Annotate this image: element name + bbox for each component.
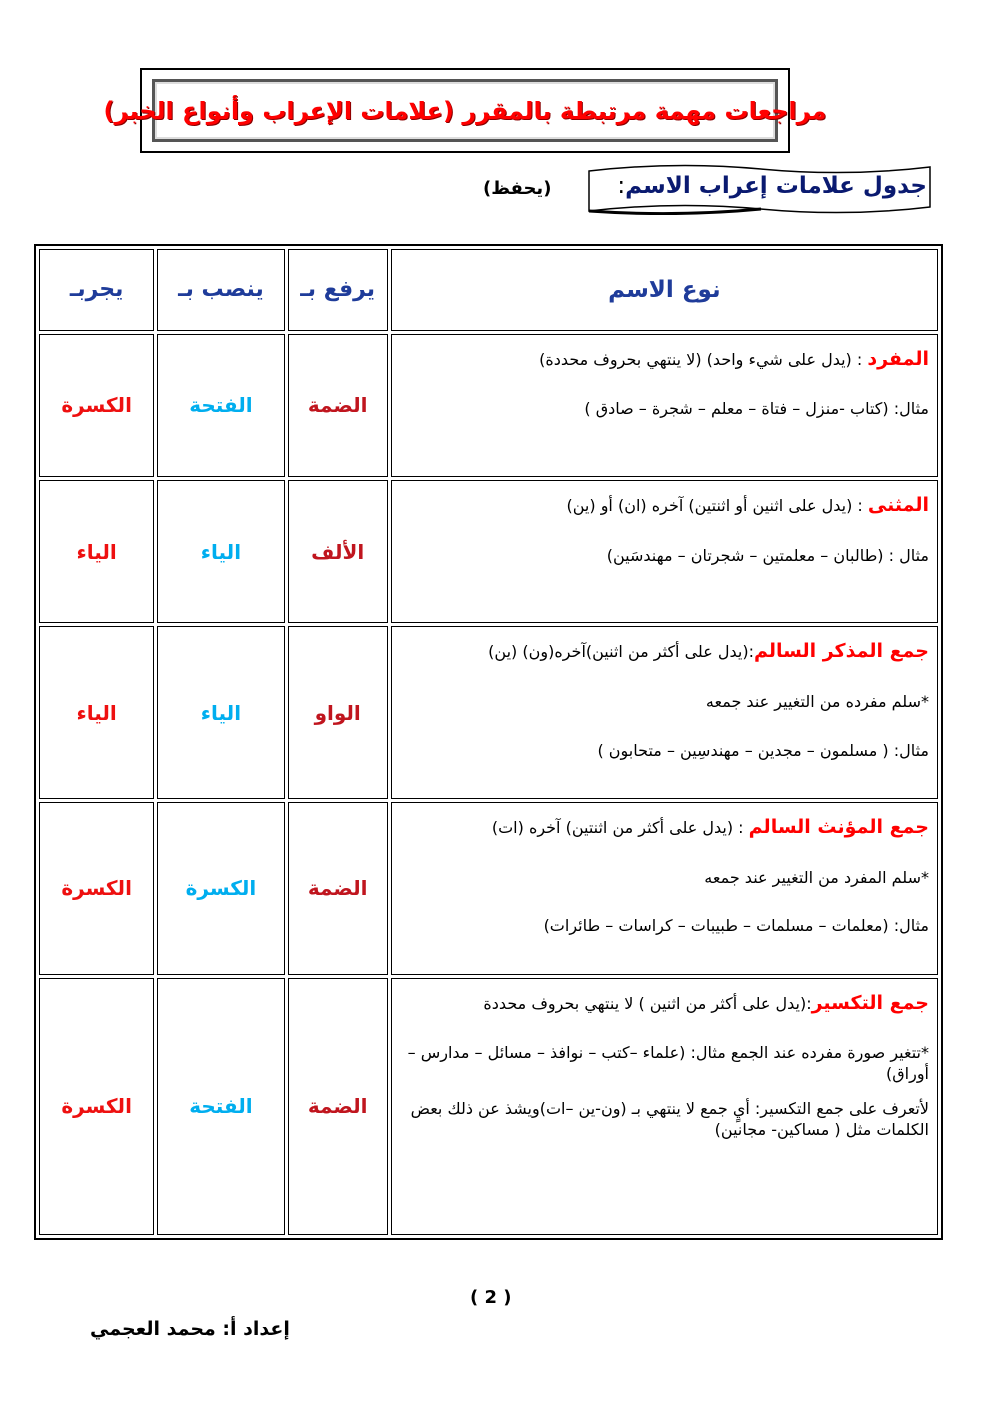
section-heading: جدول علامات إعراب الاسم bbox=[625, 173, 927, 199]
jarr-mark: الكسرة bbox=[39, 802, 154, 975]
jarr-mark: الياء bbox=[39, 480, 154, 623]
table-row bbox=[39, 626, 938, 799]
noun-term: المثنى bbox=[867, 494, 929, 517]
page-title: مراجعات مهمة مرتبطة بالمقرر (علامات الإعراب وأنواع الخبر) bbox=[103, 96, 827, 125]
rule-line: *تتغير صورة مفرده عند الجمع مثال: (علماء –كتب – نوافذ – مسائل – مدارس – أوراق) bbox=[407, 1043, 929, 1084]
section-banner bbox=[586, 163, 933, 215]
rule-line: *سلم مفرده من التغيير عند جمعه bbox=[705, 692, 929, 712]
description-line bbox=[402, 347, 929, 372]
raf-mark: الألف bbox=[288, 480, 388, 623]
description-line bbox=[402, 493, 929, 518]
description-line bbox=[402, 639, 929, 664]
nasb-mark: الفتحة bbox=[157, 978, 284, 1235]
title-frame bbox=[103, 68, 827, 153]
nasb-mark: الياء bbox=[157, 626, 284, 799]
inflection-table bbox=[34, 244, 943, 1240]
nasb-mark: الفتحة bbox=[157, 334, 284, 477]
noun-term: جمع التكسير bbox=[811, 991, 929, 1014]
noun-term: جمع المذكر السالم bbox=[753, 640, 929, 663]
example-line: مثال: ( مسلمون – مجدين – مهندسِين – متحابون ) bbox=[597, 740, 929, 760]
description-line bbox=[402, 991, 929, 1016]
description-line bbox=[402, 815, 929, 840]
noun-description bbox=[391, 480, 938, 623]
header-noun-type: نوع الاسم bbox=[391, 249, 938, 331]
noun-description bbox=[391, 978, 938, 1235]
noun-description bbox=[391, 626, 938, 799]
table-row bbox=[39, 480, 938, 623]
page-number: ( 2 ) bbox=[470, 1287, 512, 1308]
author-credit: إعداد أ: محمد العجمي bbox=[90, 1318, 290, 1340]
nasb-mark: الكسرة bbox=[157, 802, 284, 975]
noun-description bbox=[391, 334, 938, 477]
header-nasb: ينصب بـ bbox=[157, 249, 284, 331]
table-row bbox=[39, 334, 938, 477]
definition-text: : (يدل على أكثر من اثنتين) آخره (ات) bbox=[491, 818, 749, 837]
table-row bbox=[39, 978, 938, 1235]
raf-mark: الضمة bbox=[288, 802, 388, 975]
raf-mark: الضمة bbox=[288, 978, 388, 1235]
definition-text: : (يدل على اثنين أو اثنتين) آخره (ان) أو (ين) bbox=[566, 496, 868, 516]
definition-text: :(يدل على أكثر من اثنين)آخره(ون) (ين) bbox=[488, 642, 754, 662]
memorize-note: (يحفظ) bbox=[483, 178, 552, 199]
header-raf: يرفع بـ bbox=[288, 249, 388, 331]
noun-term: المفرد bbox=[867, 347, 929, 370]
jarr-mark: الكسرة bbox=[39, 978, 154, 1235]
definition-text: :(يدل على أكثر من اثنين ) لا ينتهي بحروف محددة bbox=[483, 993, 812, 1013]
section-heading-wrap bbox=[617, 173, 927, 199]
nasb-mark: الياء bbox=[157, 480, 284, 623]
jarr-mark: الياء bbox=[39, 626, 154, 799]
example-line: مثال: (كتاب -منزل – فتاة – معلم – شجرة – صادق ) bbox=[584, 399, 929, 419]
rule-line: *سلم المفرد من التغيير عند جمعه bbox=[704, 867, 929, 887]
heading-colon: : bbox=[617, 173, 626, 199]
header-jarr: يجربـ bbox=[39, 249, 154, 331]
title-bevel bbox=[103, 79, 827, 142]
noun-term: جمع المؤنث السالم bbox=[748, 816, 929, 838]
jarr-mark: الكسرة bbox=[39, 334, 154, 477]
noun-description bbox=[391, 802, 938, 975]
raf-mark: الواو bbox=[288, 626, 388, 799]
example-line: مثال: (معلمات – مسلمات – طبيبات – كراسات – طائرات) bbox=[543, 916, 929, 936]
table-header-row bbox=[39, 249, 938, 331]
definition-text: : (يدل على شيء واحد) (لا ينتهي بحروف محددة) bbox=[539, 349, 868, 369]
raf-mark: الضمة bbox=[288, 334, 388, 477]
note-line: لأتعرف على جمع التكسير: أيٍ جمع لا ينتهي بـ (ون-ين –ات)ويشذ عن ذلك بعض الكلمات مثل ( مساكين- مجانين) bbox=[410, 1098, 929, 1139]
example-line: مثال : (طالبان – معلمتين – شجرتان – مهندسَين) bbox=[606, 545, 929, 565]
table-row bbox=[39, 802, 938, 975]
